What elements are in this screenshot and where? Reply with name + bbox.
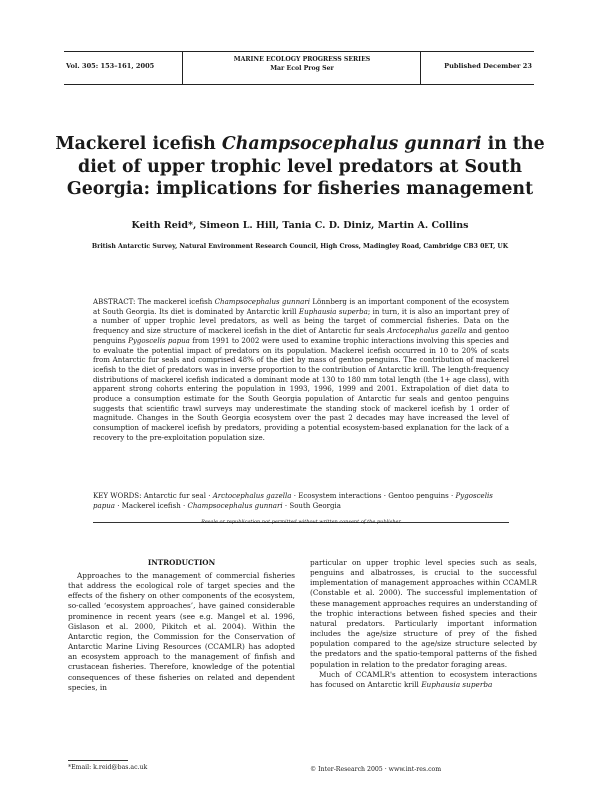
header-divider-right [420, 51, 421, 84]
resale-notice: Resale or republication not permitted without written consent of the publisher [201, 519, 401, 525]
keyword-text: · Ecosystem interactions · Gentoo penguins · [291, 491, 456, 500]
journal-abbrev: Mar Ecol Prog Ser [270, 65, 334, 72]
abstract-text: Lönnberg is an important component of the ecosystem at South Georgia. Its diet is dominated by Antarctic krill [93, 297, 510, 316]
affiliation: British Antarctic Survey, Natural Environment Research Council, High Cross, Madingley Road, Cambridge CB3 0ET, UK [91, 243, 509, 250]
volume-info: Vol. 305: 153–161, 2005 [66, 62, 155, 70]
header-top-rule [64, 51, 534, 52]
journal-name: MARINE ECOLOGY PROGRESS SERIES [233, 56, 371, 63]
publication-date: Published December 23 [444, 62, 532, 70]
abstract-species: Champsocephalus gunnari [214, 297, 310, 306]
header-bottom-rule [64, 84, 534, 85]
keyword-species: Champsocephalus gunnari [187, 500, 283, 510]
keyword-text: · Mackerel icefish · [114, 500, 188, 510]
title-species: Champsocephalus gunnari [221, 134, 482, 154]
title-part2: in the diet of upper trophic level predators at South Georgia: implications for fisheries management [66, 134, 545, 199]
abstract-species: Pygoscelis papua [128, 335, 190, 345]
keyword-species: Arctocephalus gazella [212, 491, 292, 500]
corresponding-email: *Email: k.reid@bas.ac.uk [68, 764, 148, 771]
abstract [93, 297, 509, 443]
header-divider-left [182, 51, 183, 84]
paragraph: particular on upper trophic level species such as seals, penguins and albatrosses, is crucial to the successful implementation of management approaches within CCAMLR (Constable et al. 2000). The successful implementation of these management approaches requires an understanding of the trophic interactions between fished species and their natural predators. Particularly important information includes the age/size structure of prey of the fished population compared to the age/size structure selected by the predators and the spatio-temporal patterns of the fished population in relation to the predator foraging areas. [310, 558, 537, 669]
keywords [93, 491, 509, 510]
author-list: Keith Reid*, Simeon L. Hill, Tania C. D. Diniz, Martin A. Collins [131, 220, 469, 231]
abstract-text: and gentoo penguins [93, 326, 509, 345]
abstract-text: The mackerel icefish [137, 297, 215, 306]
paragraph: Approaches to the management of commercial fisheries that address the ecological role of target species and the effects of the fishery on other components of the ecosystem, so-called ‘ecosystem approaches’, have gained considerable prominence in recent years (see e.g. Mangel et al. 1996, Gislason et al. 2000, Pikitch et al. 2004). Within the Antarctic region, the Commission for the Conservation of Antarctic Marine Living Resources (CCAMLR) has adopted an ecosystem approach to the management of finfish and crustacean fisheries. Therefore, knowledge of the potential consequences of these fisheries on related and dependent species, in [68, 571, 295, 692]
title-part1: Mackerel icefish [55, 134, 222, 154]
footnote-rule [68, 760, 128, 761]
paragraph-text: Much of CCAMLR's attention to ecosystem interactions has focused on Antarctic krill [310, 669, 537, 689]
keyword-species: Pygoscelis papua [93, 491, 493, 510]
abstract-species: Arctocephalus gazella [387, 326, 467, 336]
article-title [40, 133, 560, 201]
abstract-label: ABSTRACT: [93, 297, 138, 306]
section-heading-introduction: INTRODUCTION [147, 558, 216, 567]
paragraph [310, 670, 537, 690]
abstract-text: ; in turn, it is also an important prey of a number of upper trophic level predators, as well as being the target of commercial fisheries. Data on the frequency and size structure of mackerel icefish in the diet of Antarctic fur seals [93, 306, 509, 336]
column-right [310, 558, 537, 690]
keyword-text: · South Georgia [282, 500, 341, 510]
keywords-label: KEY WORDS: [93, 491, 144, 500]
journal-name-block [202, 55, 402, 73]
keyword-text: Antarctic fur seal · [143, 491, 213, 500]
abstract-text: from 1991 to 2002 were used to examine trophic interactions involving this species and to evaluate the potential impact of predators on its population. Mackerel icefish occurred in 10 to 20% of scats from Antarctic fur seals and comprised 48% of the diet by mass of gentoo penguins. The contribution of mackerel icefish to the diet of predators was in inverse proportion to the contribution of Antarctic krill. The length-frequency distributions of mackerel icefish indicated a dominant mode at 130 to 180 mm total length (the 1+ age class), with apparent strong cohorts entering the population in 1993, 1996, 1999 and 2001. Extrapolation of diet data to produce a consumption estimate for the South Georgia population of Antarctic fur seals and gentoo penguins suggests that scientific trawl surveys may underestimate the standing stock of mackerel icefish by 1 order of magnitude. Changes in the South Georgia ecosystem over the past 2 decades may have increased the level of consumption of mackerel icefish by predators, providing a potential ecosystem-based explanation for the lack of a recovery to the pre-exploitation population size. [93, 335, 509, 442]
paragraph-species: Euphausia superba [421, 679, 493, 689]
copyright: © Inter-Research 2005 · www.int-res.com [310, 766, 442, 773]
column-left [68, 571, 295, 693]
abstract-species: Euphausia superba [298, 306, 368, 316]
